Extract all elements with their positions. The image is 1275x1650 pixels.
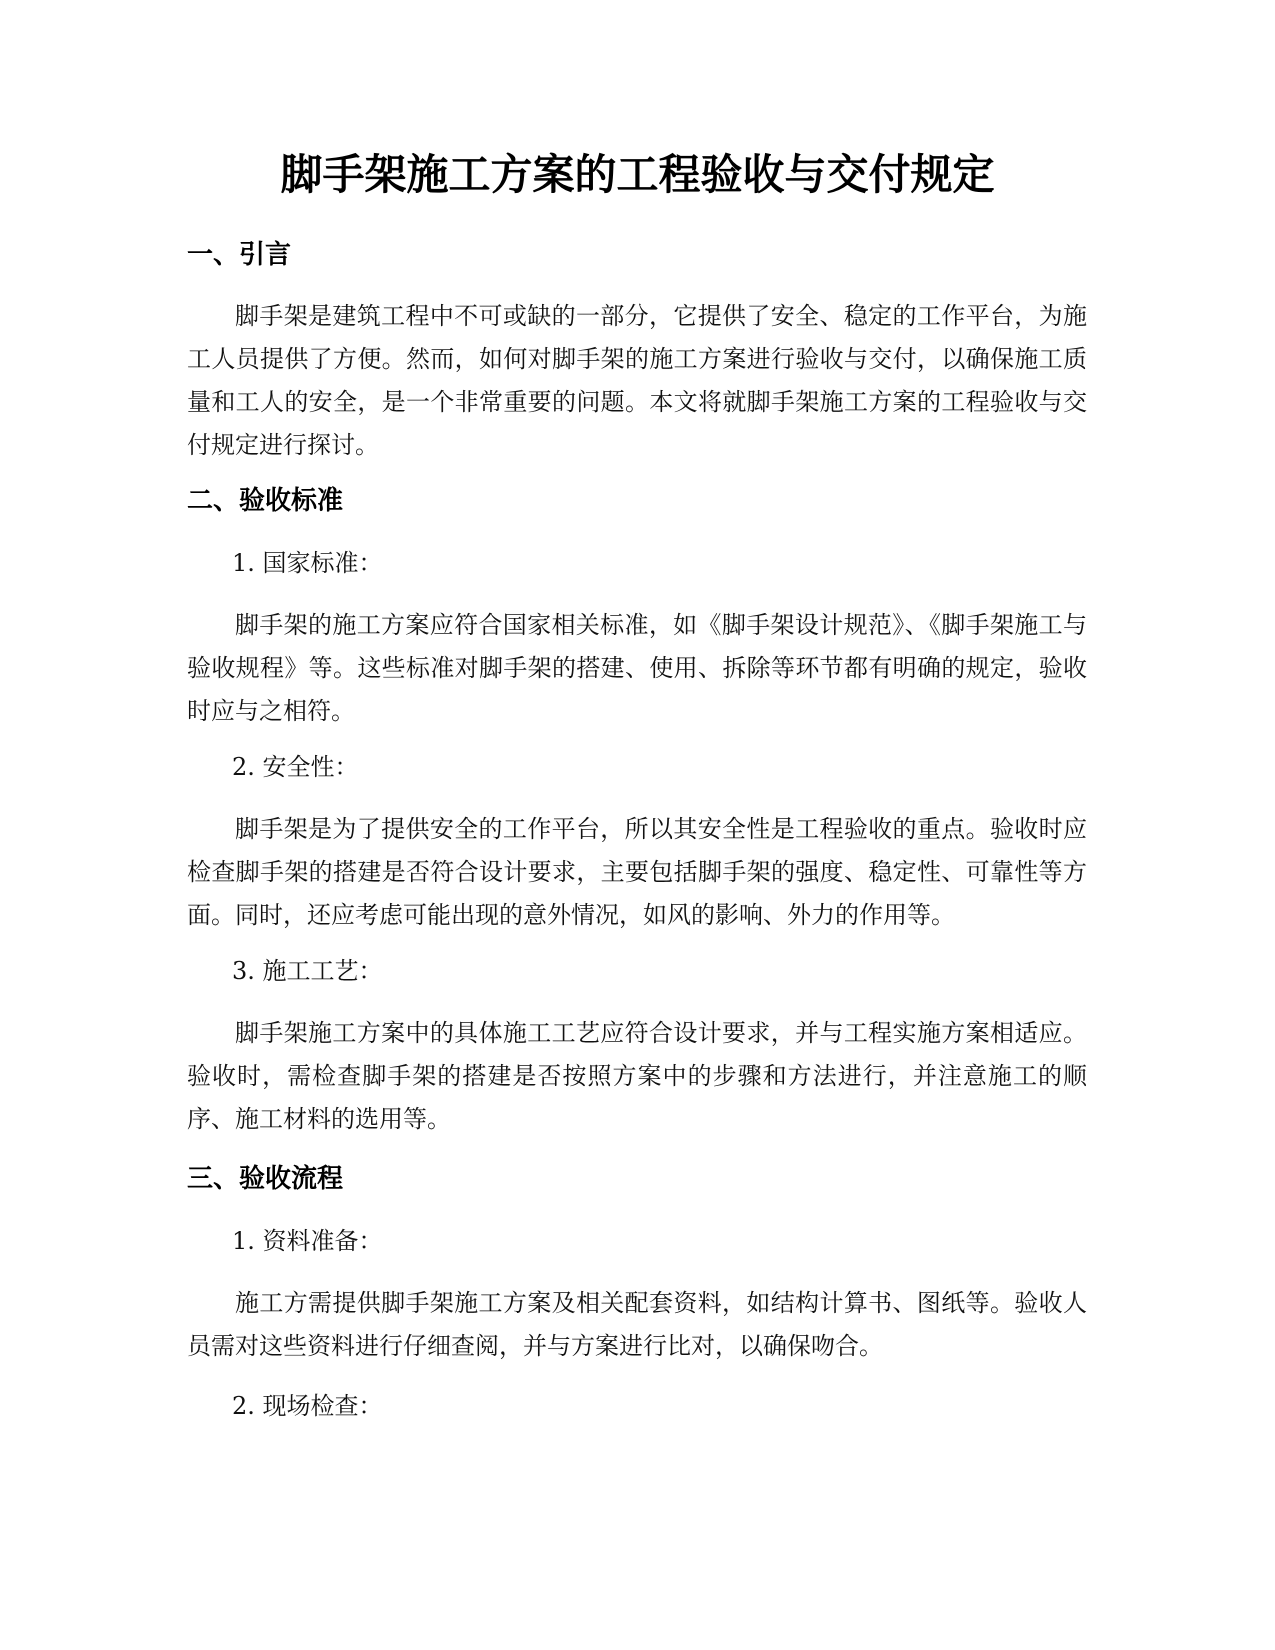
list-item-text-document-preparation: 施工方需提供脚手架施工方案及相关配套资料，如结构计算书、图纸等。验收人员需对这些资料进行仔细查阅，并与方案进行比对，以确保吻合。 [187,1289,1087,1360]
list-item-label-national-standard: 1. 国家标准： [232,549,383,577]
list-item-text-national-standard: 脚手架的施工方案应符合国家相关标准，如《脚手架设计规范》、《脚手架施工与验收规程》等。这些标准对脚手架的搭建、使用、拆除等环节都有明确的规定，验收时应与之相符。 [187,611,1087,725]
list-item-label-safety: 2. 安全性： [232,753,359,781]
list-item-label-construction-process: 3. 施工工艺： [232,957,383,985]
section-heading-acceptance-process: 三、验收流程 [187,1164,344,1194]
list-item-text-construction-process: 脚手架施工方案中的具体施工工艺应符合设计要求，并与工程实施方案相适应。验收时，需检查脚手架的搭建是否按照方案中的步骤和方法进行，并注意施工的顺序、施工材料的选用等。 [187,1019,1087,1133]
section-heading-acceptance-standards: 二、验收标准 [187,486,344,516]
document-title: 脚手架施工方案的工程验收与交付规定 [280,150,995,199]
section-heading-introduction: 一、引言 [187,240,292,270]
list-item-label-document-preparation: 1. 资料准备： [232,1227,383,1255]
list-item-label-site-inspection: 2. 现场检查： [232,1392,383,1420]
list-item-text-safety: 脚手架是为了提供安全的工作平台，所以其安全性是工程验收的重点。验收时应检查脚手架的搭建是否符合设计要求，主要包括脚手架的强度、稳定性、可靠性等方面。同时，还应考虑可能出现的意外情况，如风的影响、外力的作用等。 [187,815,1087,929]
intro-paragraph: 脚手架是建筑工程中不可或缺的一部分，它提供了安全、稳定的工作平台，为施工人员提供了方便。然而，如何对脚手架的施工方案进行验收与交付，以确保施工质量和工人的安全，是一个非常重要的问题。本文将就脚手架施工方案的工程验收与交付规定进行探讨。 [187,302,1087,459]
